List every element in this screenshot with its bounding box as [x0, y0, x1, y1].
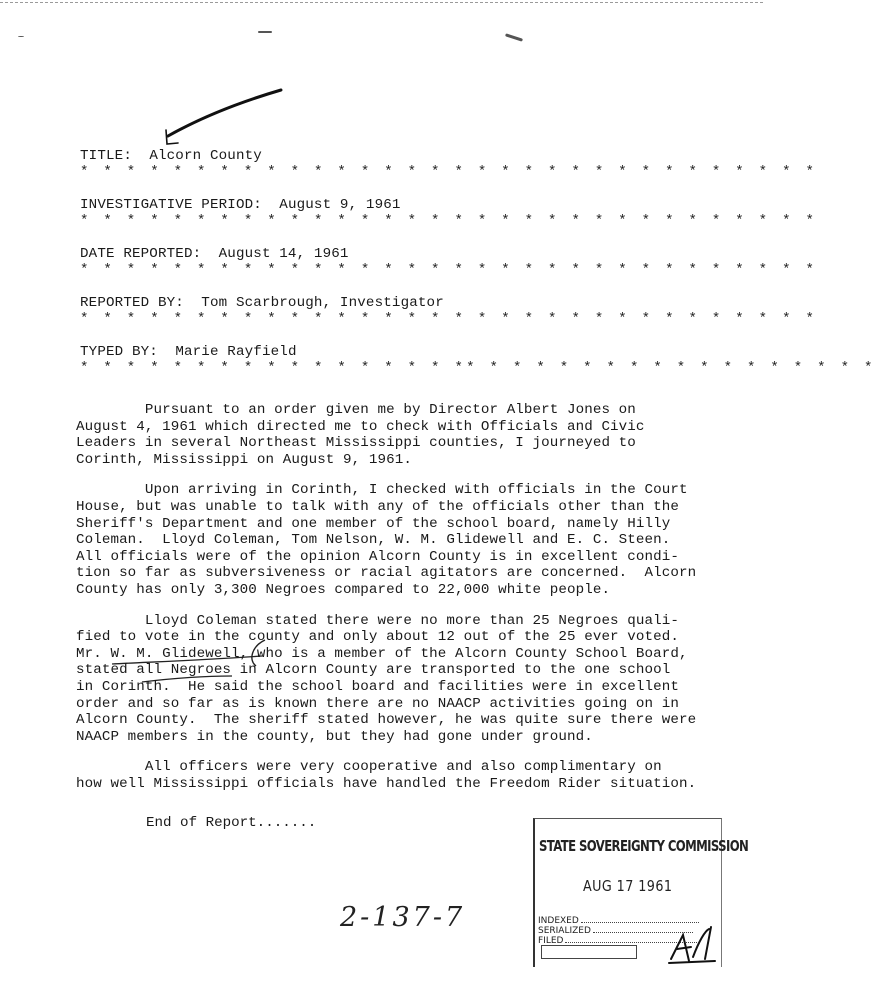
reported-by-value: Tom Scarbrough, Investigator [201, 295, 444, 311]
report-header [80, 148, 876, 393]
scan-speck [18, 36, 24, 37]
paragraph-conclusion: All officers were very cooperative and also complimentary on how well Mississippi officials have handled the Freedom Rider situation. [76, 759, 697, 792]
stamp-date: AUG 17 1961 [583, 877, 673, 895]
title-label: TITLE: [80, 148, 132, 164]
investigative-period-field [80, 197, 730, 214]
paragraph-order: Pursuant to an order given me by Director Albert Jones on August 4, 1961 which directed me to check with Officials and Civic Leaders in several Northeast Mississippi counties, I journeyed to Corinth, Mississippi on August 9, 1961. [76, 402, 645, 468]
star-divider: * * * * * * * * * * * * * * * * ** * * * * * * * * * * * * * * * * * [80, 360, 876, 376]
serialized-label: SERIALIZED [538, 926, 591, 936]
period-label: INVESTIGATIVE PERIOD: [80, 197, 262, 213]
stamp-title: STATE SOVEREIGNTY COMMISSION [539, 837, 749, 855]
star-divider: * * * * * * * * * * * * * * * * * * * * * * * * * * * * * * * * [80, 164, 818, 180]
initials-scrawl [665, 921, 721, 967]
filed-label: FILED [538, 936, 564, 946]
page-top-edge [0, 2, 763, 3]
date-reported-value: August 14, 1961 [218, 246, 349, 262]
typed-by-label: TYPED BY: [80, 344, 158, 360]
title-value: Alcorn County [149, 148, 262, 164]
typed-by-value: Marie Rayfield [175, 344, 297, 360]
paragraph-courthouse: Upon arriving in Corinth, I checked with officials in the Court House, but was unable to talk with any of the officials other than the Sheriff's Department and one member of the school board, namely Hilly Coleman. Lloyd Coleman, Tom Nelson, W. M. Glidewell and E. C. Steen. All officials were of the opinion Alcorn County is in excellent condi- tion so far as subversiveness or racial agitators are concerned. Alcorn County has only 3,300 Negroes compared to 22,000 white people. [76, 482, 697, 598]
scan-speck [258, 31, 272, 33]
reported-by-field [80, 295, 730, 312]
end-of-report: End of Report....... [146, 815, 317, 831]
typed-by-field [80, 344, 730, 361]
period-value: August 9, 1961 [279, 197, 401, 213]
paragraph-voting: Lloyd Coleman stated there were no more than 25 Negroes quali- fied to vote in the county and only about 12 out of the 25 ever voted. Mr. W. M. Glidewell, who is a member of the Alcorn County School Board, stated all Negroes in Alcorn County are transported to the one school in Corinth. He said the school board and facilities were in excellent order and so far as is known there are no NAACP activities going on in Alcorn County. The sheriff stated however, he was quite sure there were NAACP members in the county, but they had gone under ground. [76, 612, 697, 745]
star-divider: * * * * * * * * * * * * * * * * * * * * * * * * * * * * * * * * [80, 213, 818, 229]
file-number: 2-137-7 [340, 902, 466, 933]
indexed-label: INDEXED [538, 916, 579, 926]
scan-speck [505, 33, 523, 41]
star-divider: * * * * * * * * * * * * * * * * * * * * * * * * * * * * * * * * [80, 311, 818, 327]
report-body [76, 402, 736, 806]
stamp-entry-box [541, 945, 637, 959]
date-reported-label: DATE REPORTED: [80, 246, 202, 262]
title-field [80, 148, 730, 165]
received-stamp [533, 818, 749, 967]
star-divider: * * * * * * * * * * * * * * * * * * * * * * * * * * * * * * * * [80, 262, 818, 278]
reported-by-label: REPORTED BY: [80, 295, 184, 311]
date-reported-field [80, 246, 730, 263]
